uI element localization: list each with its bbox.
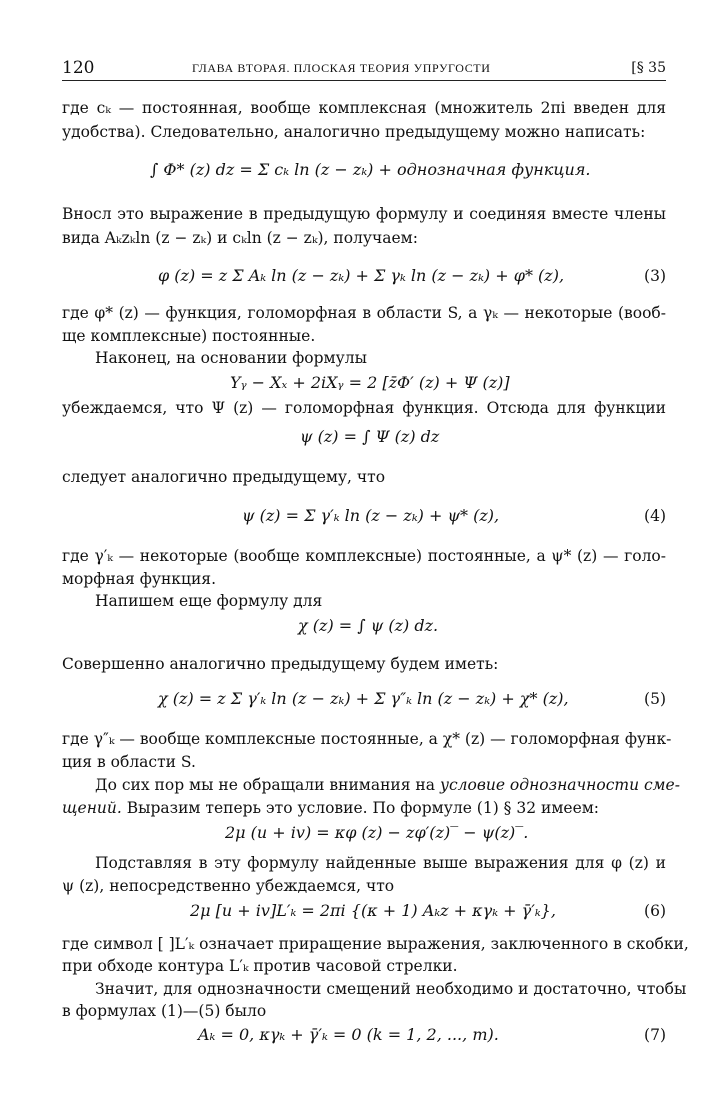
text-line: ψ (z), непосредственно убеждаемся, что <box>62 877 395 895</box>
text-span: До сих пор мы не обращали внимания на <box>95 776 436 794</box>
formula-conditions: Aₖ = 0, κγₖ + γ̄′ₖ = 0 (k = 1, 2, ..., m). <box>198 1025 499 1044</box>
text-line: при обходе контура L′ₖ против часовой стрелки. <box>62 957 458 975</box>
text-line: Значит, для однозначности смещений необходимо и достаточно, чтобы <box>95 980 687 998</box>
text-line: Подставляя в эту формулу найденные выше выражения для φ (z) и <box>95 854 666 872</box>
formula-integral-phi: ∫ Φ* (z) dz = Σ cₖ ln (z − zₖ) + однозначная функция. <box>150 160 591 179</box>
text-line: убеждаемся, что Ψ (z) — голоморфная функция. Отсюда для функции <box>62 399 666 417</box>
running-title: ГЛАВА ВТОРАЯ. ПЛОСКАЯ ТЕОРИЯ УПРУГОСТИ <box>192 61 491 75</box>
text-line <box>62 797 666 819</box>
formula-chi: χ (z) = z Σ γ′ₖ ln (z − zₖ) + Σ γ″ₖ ln (z − zₖ) + χ* (z), <box>158 689 569 708</box>
equation-number: (3) <box>644 267 666 285</box>
text-line: Вносл это выражение в предыдущую формулу и соединяя вместе члены <box>62 205 666 223</box>
text-line: в формулах (1)—(5) было <box>62 1002 267 1020</box>
text-line: ция в области S. <box>62 753 196 771</box>
formula-psi-integral: ψ (z) = ∫ Ψ (z) dz <box>300 427 440 446</box>
text-line: морфная функция. <box>62 570 216 588</box>
text-line <box>95 774 680 796</box>
formula-displacement: 2μ (u + iv) = κφ (z) − zφ′(z)‾ − ψ(z)‾. <box>225 823 529 842</box>
formula-stress: Yᵧ − Xₓ + 2iXᵧ = 2 [z̄Φ′ (z) + Ψ (z)] <box>230 373 510 392</box>
text-line: вида Aₖzₖln (z − zₖ) и cₖln (z − zₖ), получаем: <box>62 229 418 247</box>
equation-number: (4) <box>644 507 666 525</box>
text-line: где γ″ₖ — вообще комплексные постоянные, а χ* (z) — голоморфная функ- <box>62 730 672 748</box>
section-marker: [§ 35 <box>631 60 666 76</box>
text-line: где γ′ₖ — некоторые (вообще комплексные) постоянные, а ψ* (z) — голо- <box>62 547 666 565</box>
formula-psi: ψ (z) = Σ γ′ₖ ln (z − zₖ) + ψ* (z), <box>242 506 500 525</box>
text-line: Наконец, на основании формулы <box>95 349 367 367</box>
page-number: 120 <box>62 58 95 78</box>
text-line: удобства). Следовательно, аналогично предыдущему можно написать: <box>62 123 646 141</box>
formula-chi-integral: χ (z) = ∫ ψ (z) dz. <box>298 616 439 635</box>
text-line: где φ* (z) — функция, голоморфная в области S, а γₖ — некоторые (вооб- <box>62 304 666 322</box>
formula-increment: 2μ [u + iv]L′ₖ = 2πi {(κ + 1) Aₖz + κγₖ + γ̄′ₖ}, <box>190 901 556 920</box>
text-line: где cₖ — постоянная, вообще комплексная (множитель 2πi введен для <box>62 99 666 117</box>
text-line: Совершенно аналогично предыдущему будем иметь: <box>62 655 499 673</box>
text-line: где символ [ ]L′ₖ означает приращение выражения, заключенного в скобки, <box>62 935 689 953</box>
text-line: Напишем еще формулу для <box>95 592 323 610</box>
formula-phi: φ (z) = z Σ Aₖ ln (z − zₖ) + Σ γₖ ln (z − zₖ) + φ* (z), <box>158 266 565 285</box>
equation-number: (6) <box>644 902 666 920</box>
italic-term: щений. <box>62 799 122 817</box>
running-header <box>62 56 666 81</box>
equation-number: (7) <box>644 1026 666 1044</box>
text-line: следует аналогично предыдущему, что <box>62 468 386 486</box>
text-line: ще комплексные) постоянные. <box>62 327 316 345</box>
italic-term: условие однозначности сме- <box>439 776 680 794</box>
equation-number: (5) <box>644 690 666 708</box>
text-span: Выразим теперь это условие. По формуле (1) § 32 имеем: <box>126 799 600 817</box>
